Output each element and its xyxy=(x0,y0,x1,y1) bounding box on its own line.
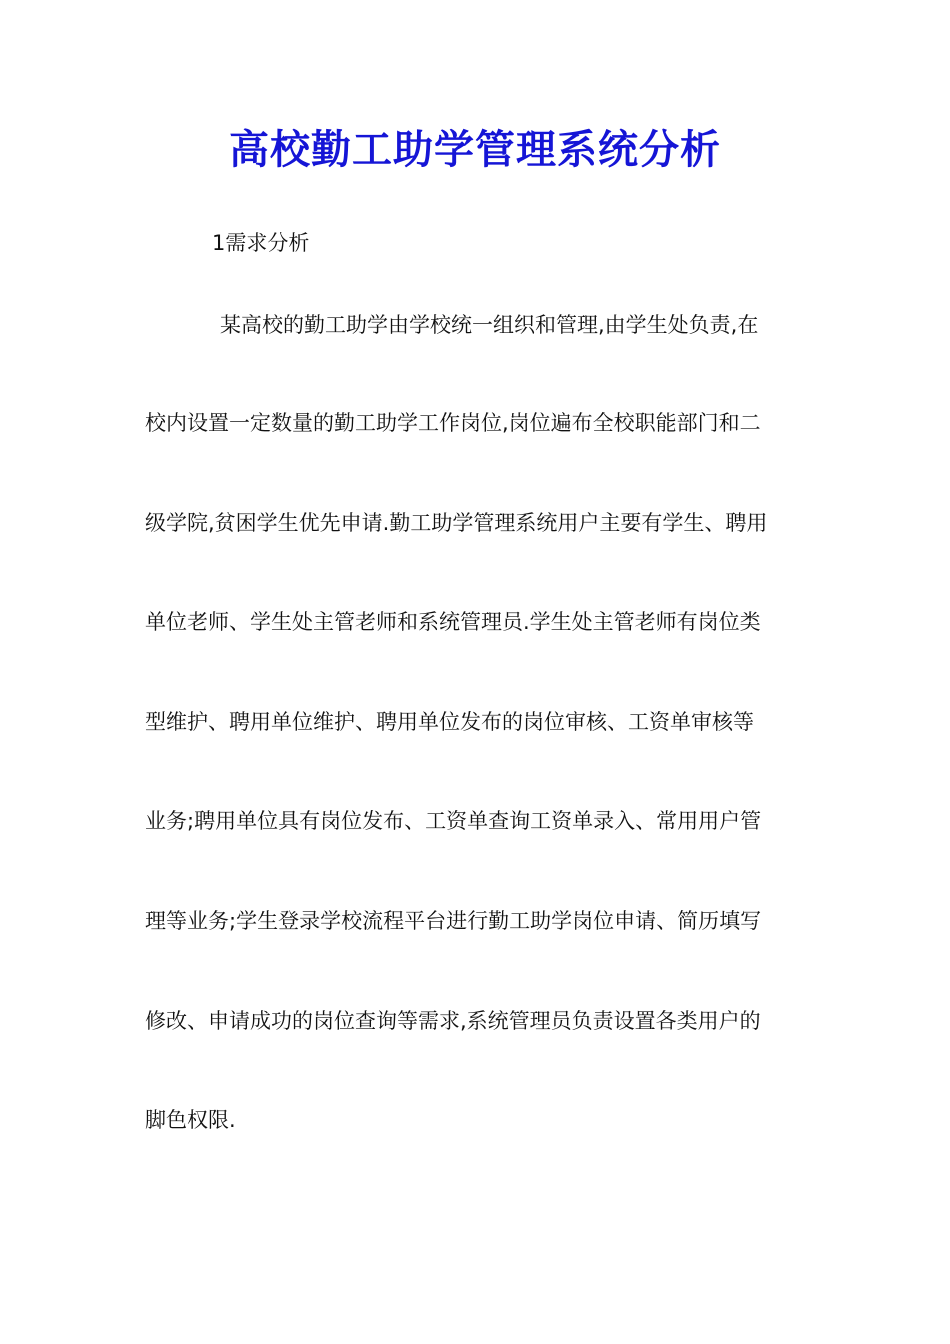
paragraph-line: 理等业务;学生登录学校流程平台进行勤工助学岗位申请、简历填写 xyxy=(145,909,762,933)
paragraph-line: 业务;聘用单位具有岗位发布、工资单查询工资单录入、常用用户管 xyxy=(145,809,762,833)
paragraph-line: 校内设置一定数量的勤工助学工作岗位,岗位遍布全校职能部门和二 xyxy=(145,411,761,435)
paragraph-line: 修改、申请成功的岗位查询等需求,系统管理员负责设置各类用户的 xyxy=(145,1009,761,1033)
paragraph-line: 脚色权限. xyxy=(145,1108,236,1132)
paragraph-line: 单位老师、学生处主管老师和系统管理员.学生处主管老师有岗位类 xyxy=(145,610,761,634)
section-heading: 1需求分析 xyxy=(212,231,310,255)
paragraph-line: 级学院,贫困学生优先申请.勤工助学管理系统用户主要有学生、聘用 xyxy=(145,511,768,535)
paragraph-line: 某高校的勤工助学由学校统一组织和管理,由学生处负责,在 xyxy=(220,313,759,337)
document-title: 高校勤工助学管理系统分析 xyxy=(229,126,721,173)
paragraph-line: 型维护、聘用单位维护、聘用单位发布的岗位审核、工资单审核等 xyxy=(145,710,754,734)
